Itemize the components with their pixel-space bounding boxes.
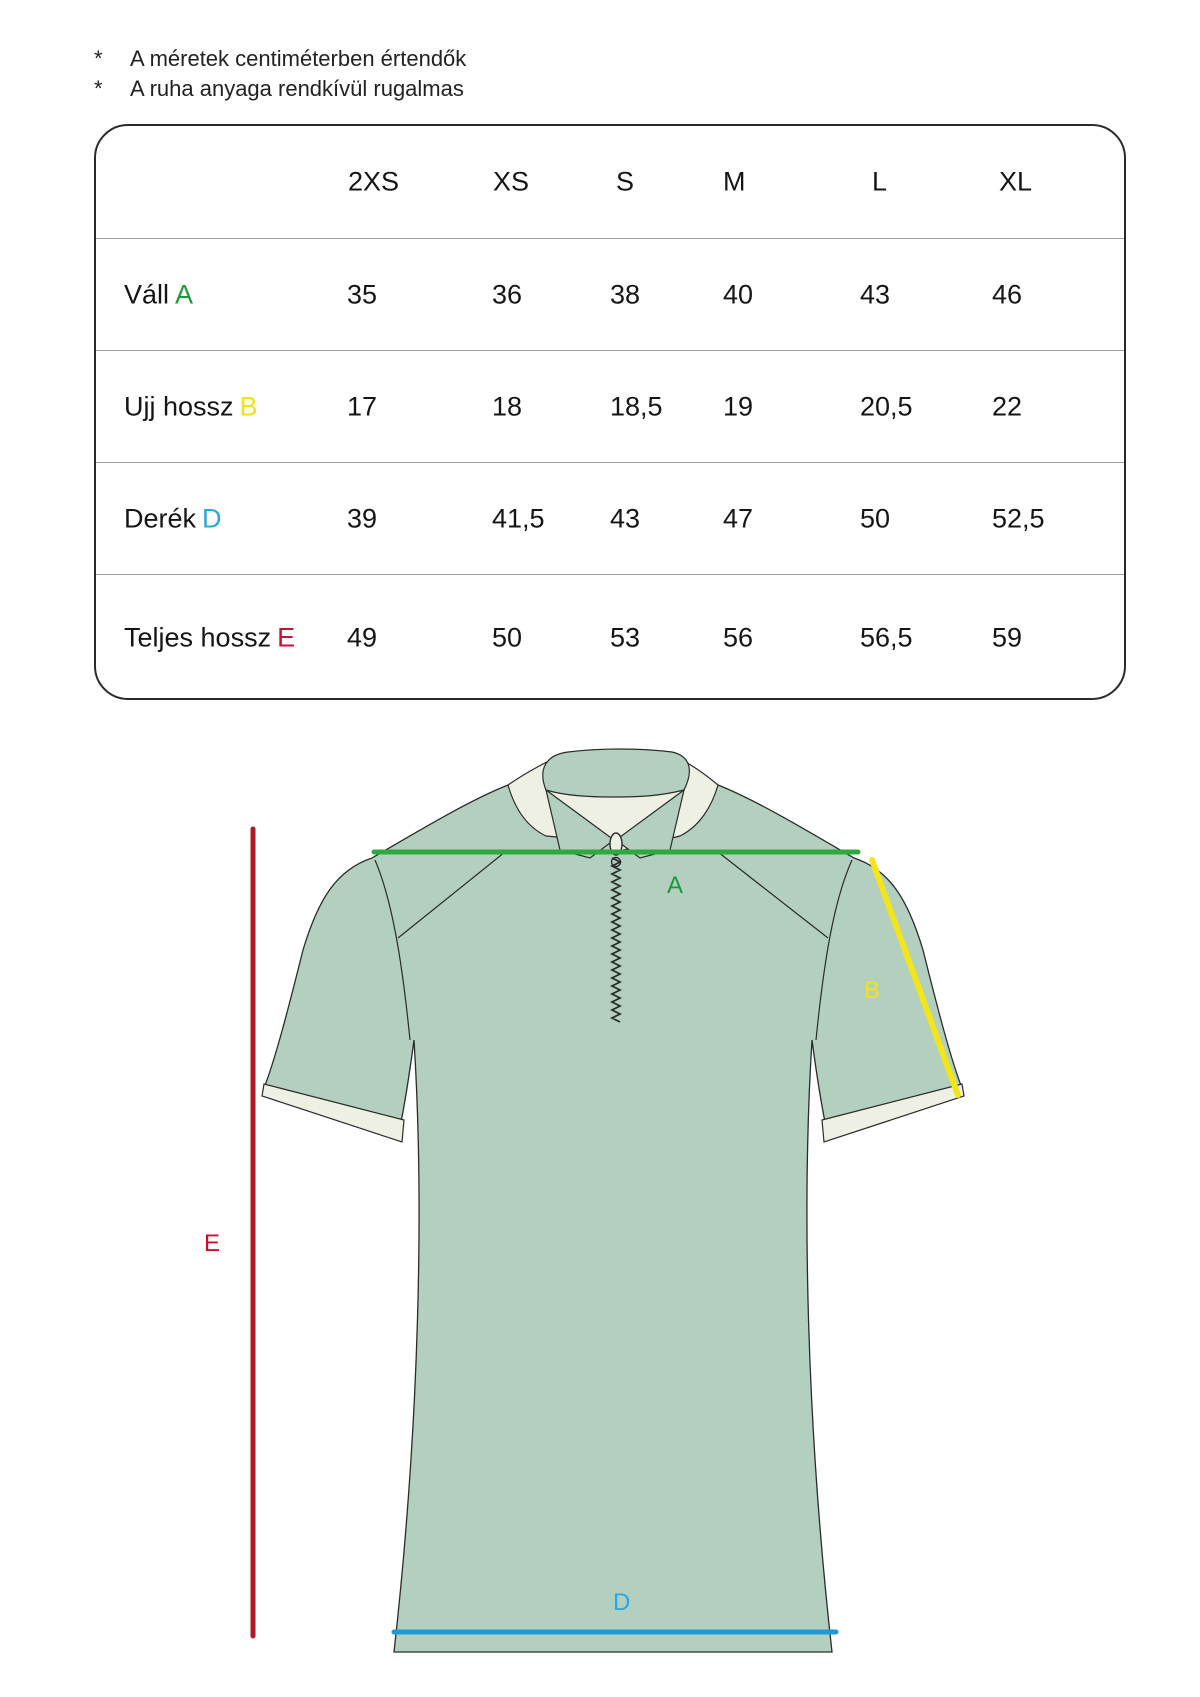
row-letter: D [202, 503, 222, 533]
table-cell: 53 [610, 622, 641, 652]
collar-back [543, 749, 690, 797]
table-cell: 18 [492, 391, 523, 421]
table-cell: 43 [860, 279, 891, 309]
size-header: M [723, 166, 746, 197]
table-cell: 36 [492, 279, 523, 309]
label-a: A [667, 872, 684, 899]
table-cell: 19 [723, 391, 754, 421]
label-d: D [613, 1589, 631, 1616]
size-header: XS [493, 166, 530, 197]
table-cell: 22 [992, 391, 1023, 421]
table-cell: 50 [492, 622, 523, 652]
label-e: E [204, 1230, 221, 1257]
table-cell: 43 [610, 503, 641, 533]
note-text: A méretek centiméterben értendők [130, 46, 467, 71]
table-cell: 18,5 [610, 391, 663, 421]
row-letter: B [239, 391, 258, 421]
row-letter: E [277, 622, 296, 652]
row-label: Váll A [124, 279, 194, 309]
note-bullet: * [94, 46, 103, 71]
note-text: A ruha anyaga rendkívül rugalmas [130, 76, 464, 101]
table-cell: 50 [860, 503, 891, 533]
note-bullet: * [94, 76, 103, 101]
table-cell: 39 [347, 503, 378, 533]
table-cell: 56 [723, 622, 754, 652]
table-cell: 47 [723, 503, 754, 533]
table-cell: 46 [992, 279, 1023, 309]
row-label: Derék D [124, 503, 222, 533]
table-cell: 17 [347, 391, 378, 421]
table-cell: 41,5 [492, 503, 545, 533]
row-letter: A [175, 279, 194, 309]
table-cell: 49 [347, 622, 378, 652]
row-label: Teljes hossz E [124, 622, 296, 652]
size-header: S [616, 166, 635, 197]
row-label: Ujj hossz B [124, 391, 258, 421]
table-cell: 20,5 [860, 391, 913, 421]
label-b: B [864, 977, 881, 1004]
size-header: 2XS [348, 166, 400, 197]
table-cell: 38 [610, 279, 641, 309]
table-cell: 35 [347, 279, 378, 309]
table-cell: 52,5 [992, 503, 1045, 533]
table-cell: 59 [992, 622, 1023, 652]
table-cell: 40 [723, 279, 754, 309]
size-header: L [872, 166, 888, 197]
table-cell: 56,5 [860, 622, 913, 652]
size-header: XL [999, 166, 1033, 197]
